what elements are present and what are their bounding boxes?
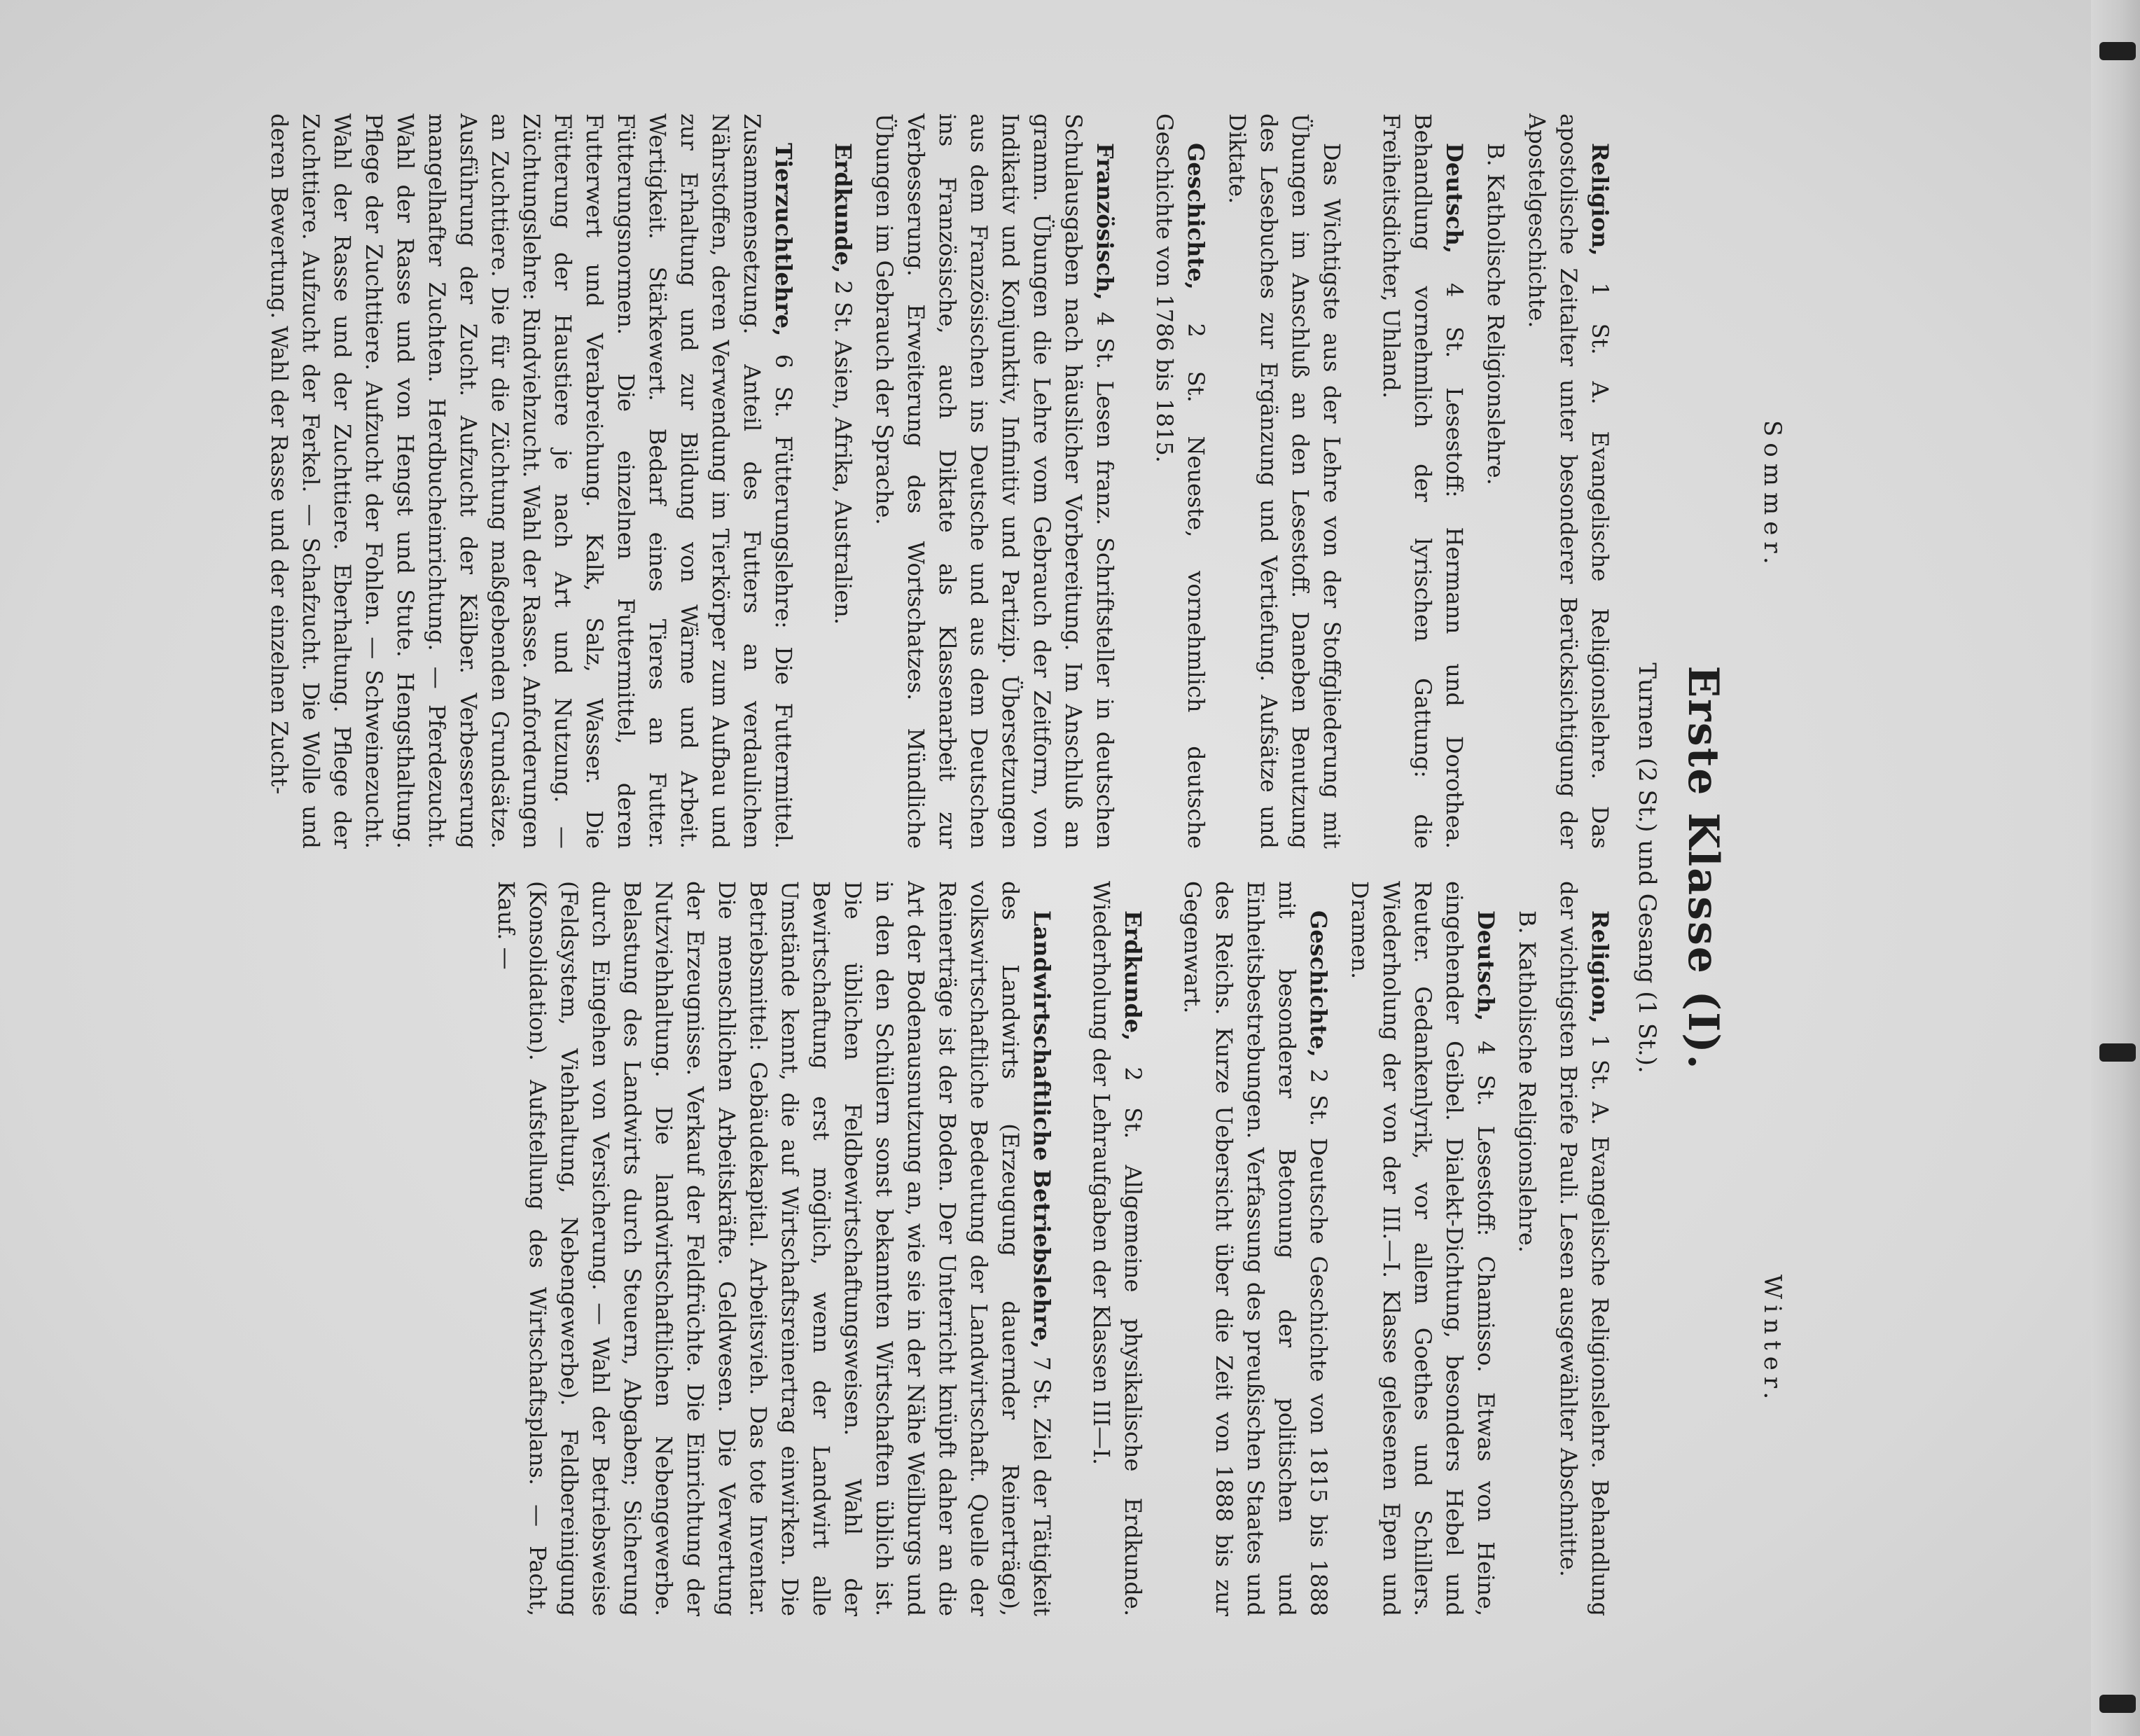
subject-heading: Erdkunde, — [830, 143, 856, 274]
summer-paragraph — [827, 113, 859, 849]
subject-heading: Erdkunde, — [1120, 910, 1146, 1041]
summer-column — [253, 113, 1616, 849]
paragraph-text: 2 St. Deutsche Geschichte von 1815 bis 1888 mit besonderer Betonung der politischen und Einheitsbestrebungen. Verfassung des preußischen Staates und des Reichs. Kurze Uebersicht über die Zeit von 1888 bis zur Gegenwart. — [1179, 881, 1332, 1617]
paragraph-text: B. Katholische Religionslehre. — [1482, 143, 1509, 485]
running-header — [1744, 0, 1786, 1736]
summer-paragraph — [868, 113, 1120, 849]
summer-paragraph — [1221, 113, 1347, 849]
paragraph-text: 2 St. Neueste, vornehmlich deutsche Geschichte von 1786 bis 1815. — [1151, 113, 1209, 849]
subject-heading: Geschichte, — [1305, 910, 1332, 1057]
subject-heading: Deutsch, — [1441, 143, 1468, 254]
ink-mark — [2099, 42, 2136, 60]
paragraph-text: Das Wichtigste aus der Lehre von der Stoffgliederung mit Übungen im Anschluß an den Lesestoff. Daneben Benutzung des Lesebuches zur Ergänzung und Vertiefung. Aufsätze und Diktate. — [1224, 113, 1345, 849]
ink-mark — [2099, 1043, 2136, 1062]
summer-paragraph — [1521, 113, 1616, 849]
subject-heading: Landwirtschaftliche Betriebslehre, — [1029, 910, 1055, 1349]
subject-heading: Tierzuchtlehre, — [770, 143, 797, 337]
subject-heading: Religion, — [1587, 910, 1613, 1024]
paragraph-text: B. Katholische Religionslehre. — [1514, 910, 1541, 1253]
summer-paragraph — [263, 113, 799, 849]
subject-heading: Deutsch, — [1473, 910, 1499, 1022]
page-title: Erste Klasse (I). — [1679, 665, 1728, 1071]
subject-heading: Geschichte, — [1183, 143, 1209, 290]
summer-paragraph — [1375, 113, 1470, 849]
paragraph-text: 7 St. Ziel der Tätigkeit des Landwirts (Erzeugung dauernder Reinerträge), volkswirtschaftliche Bedeutung der Landwirtschaft. Quelle der Reinerträge ist der Boden. Der Unterricht knüpft daher an die Art der Bodenausnutzung an, wie sie in der Nähe Weilburgs und in den den Schülern sonst bekannten Wirtschaften üblich ist. Die üblichen Feldbewirtschaftungsweisen. Wahl der Bewirtschaftung erst möglich, wenn der Landwirt alle Umstände kennt, die auf Wirtschaftsreinertrag einwirken. Die Betriebsmittel: Gebäudekapital. Arbeitsvieh. Das tote Inventar. Die menschlichen Arbeitskräfte. Geldwesen. Die Verwertung der Erzeugnisse. Verkauf der Feldfrüchte. Die Einrichtung der Nutzviehhaltung. Die landwirtschaftlichen Nebengewerbe. Belastung des Landwirts durch Steuern, Abgaben; Sicherung durch Eingehen von Versicherung. — Wahl der Betriebsweise (Feldsystem, Viehhaltung, Nebengewerbe). Feldbereinigung (Konsolidation). Aufstellung des Wirtschaftsplans. — Pacht, Kauf. — — [493, 881, 1055, 1617]
winter-paragraph — [490, 881, 1057, 1616]
summer-paragraph — [1148, 113, 1211, 849]
facing-page-edge — [2091, 0, 2140, 1736]
paragraph-text: 4 St. Lesestoff: Hermann und Dorothea. Behandlung vornehmlich der lyrischen Gattung: die Freiheitsdichter, Uhland. — [1378, 113, 1468, 849]
winter-paragraph — [1552, 881, 1616, 1616]
paragraph-text: 6 St. Fütterungslehre: Die Futtermittel. Zusammensetzung. Anteil des Futters an verdaulichen Nährstoffen, deren Verwendung im Tierkörper zum Aufbau und zur Erhaltung und zur Bildung von Wärme und Arbeit. Wertigkeit. Stärkewert. Bedarf eines Tieres an Futter. Fütterungsnormen. Die einzelnen Futtermittel, deren Futterwert und Verabreichung. Kalk, Salz, Wasser. Die Fütterung der Haustiere je nach Art und Nutzung. — Züchtungslehre: Rindviehzucht. Wahl der Rasse. Anforderungen an Zuchttiere. Die für die Züchtung maßgebenden Grundsätze. Ausführung der Zucht. Aufzucht der Kälber. Verbesserung mangelhafter Zuchten. Herdbucheinrichtung. — Pferdezucht. Wahl der Rasse und von Hengst und Stute. Hengsthaltung. Pflege der Zuchttiere. Aufzucht der Fohlen. — Schweinezucht. Wahl der Rasse und der Zuchttiere. Eberhaltung. Pflege der Zuchttiere. Aufzucht der Ferkel. — Schafzucht. Die Wolle und deren Bewertung. Wahl der Rasse und der einzelnen Zucht- — [266, 113, 797, 849]
winter-paragraph — [1085, 881, 1148, 1616]
paragraph-text: 4 St. Lesen franz. Schriftsteller in deutschen Schulausgaben nach häuslicher Vorbereitung. Im Anschluß an gramm. Übungen die Lehre vom Gebrauch der Zeitform, von Indikativ und Konjunktiv, Infinitiv und Partizip. Übersetzungen aus dem Französischen ins Deutsche und aus dem Deutschen ins Französische, auch Diktate als Klassenarbeit zur Verbesserung. Erweiterung des Wortschatzes. Mündliche Übungen im Gebrauch der Sprache. — [871, 113, 1118, 849]
winter-paragraph — [1344, 881, 1501, 1616]
paragraph-text: 2 St. Asien, Afrika, Australien. — [830, 280, 856, 625]
winter-column — [480, 881, 1616, 1616]
paragraph-text: 4 St. Lesestoff: Chamisso. Etwas von Heine, eingehender Geibel. Dialekt-Dichtung, besonders Hebel und Reuter. Gedankenlyrik, vor allem Goethes und Schillers. Wiederholung der von der III.—I. Klasse gelesenen Epen und Dramen. — [1347, 881, 1499, 1617]
winter-paragraph — [1511, 881, 1543, 1616]
paragraph-text: 1 St. A. Evangelische Religionslehre. Das apostolische Zeitalter unter besonderer Berücksichtigung der Apostelgeschichte. — [1524, 113, 1613, 849]
page-subtitle: Turnen (2 St.) und Gesang (1 St.). — [1633, 662, 1661, 1074]
subject-heading: Religion, — [1587, 143, 1613, 256]
ink-mark — [2099, 1695, 2136, 1713]
paragraph-text: 2 St. Allgemeine physikalische Erdkunde. Wiederholung der Lehraufgaben der Klassen III—I. — [1088, 881, 1146, 1617]
summer-paragraph — [1480, 113, 1511, 849]
winter-column-heading: Winter. — [1758, 1275, 1786, 1406]
winter-paragraph — [1176, 881, 1334, 1616]
summer-column-heading: Sommer. — [1758, 420, 1786, 571]
subject-heading: Französisch, — [1092, 143, 1118, 300]
paragraph-text: 1 St. A. Evangelische Religionslehre. Behandlung der wichtigsten Briefe Pauli. Lesen ausgewählter Abschnitte. — [1555, 881, 1613, 1617]
